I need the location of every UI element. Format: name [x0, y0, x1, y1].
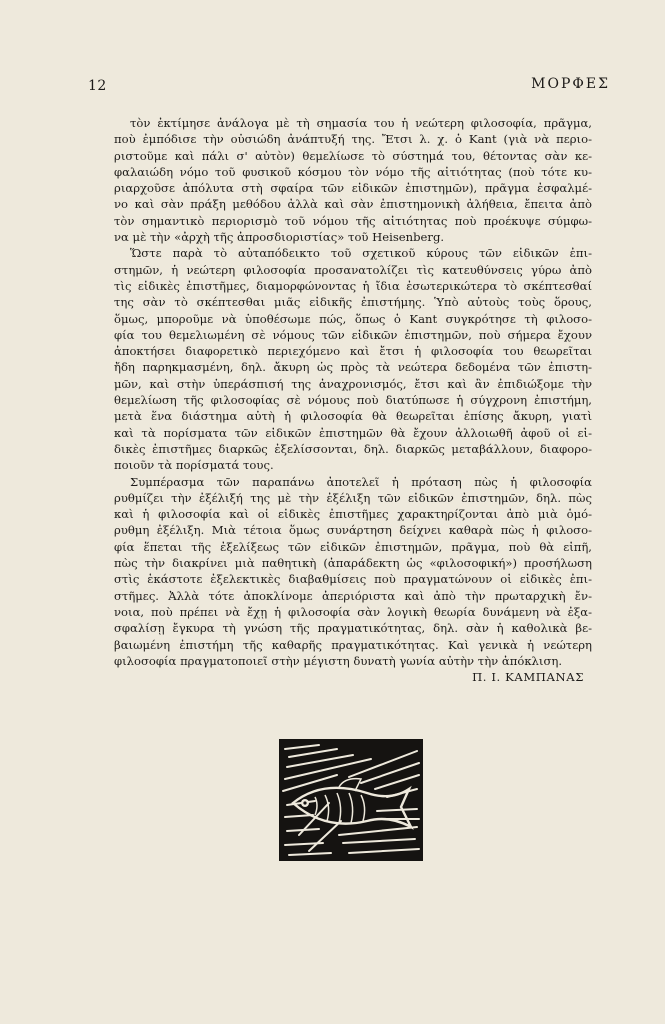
text-line: ποὺ ἐμπόδισε τὴν οὐσιώδη ἀνάπτυξή της. Ἔτσι λ. χ. ὁ Kant (γιὰ νὰ περιο- [114, 132, 592, 147]
text-line: ἀποκτήσει διαφορετικὸ περιεχόμενο καὶ ἔτσι ἡ φιλοσοφία του θεωρεῖται [114, 344, 592, 359]
text-line: τὶς εἰδικὲς ἐπιστῆμες, διαμορφώνοντας ἡ ἴδια ἐσωτερικώτερα τὸ σκέπτεσθαί [114, 278, 592, 293]
text-line: νοια, ποὺ πρέπει νὰ ἔχῃ ἡ φιλοσοφία σὰν λογικὴ θεωρία δυνάμενη νὰ ἐξα- [114, 604, 592, 619]
text-line: Συμπέρασμα τῶν παραπάνω ἀποτελεῖ ἡ πρόταση πὼς ἡ φιλοσοφία [130, 474, 592, 489]
text-line: ἤδη παρηκμασμένη, δηλ. ἄκυρη ὡς πρὸς τὰ νεώτερα δεδομένα τῶν ἐπιστη- [114, 360, 592, 375]
text-line: ρυθμίζει τὴν ἐξέλιξή της μὲ τὴν ἐξέλιξη τῶν εἰδικῶν ἐπιστημῶν, δηλ. πὼς [114, 490, 592, 505]
text-line: φία ἕπεται τῆς ἐξελίξεως τῶν εἰδικῶν ἐπιστημῶν, πρᾶγμα, ποὺ θὰ εἰπῆ, [114, 539, 592, 554]
text-line: ποιοῦν τὰ πορίσματά τους. [114, 458, 274, 473]
text-line: να μὲ τὴν «ἀρχὴ τῆς ἀπροσδιοριστίας» τοῦ Heisenberg. [114, 230, 445, 245]
text-line: τὸν σημαντικὸ περιορισμὸ τοῦ νόμου τῆς αἰτιότητας ποὺ προέκυψε σύμφω- [114, 213, 592, 228]
text-line: καὶ τὰ πορίσματα τῶν εἰδικῶν ἐπιστημῶν θὰ ἔχουν ἀλλοιωθῆ ἀφοῦ οἱ εἰ- [114, 425, 592, 440]
text-line: δικὲς ἐπιστῆμες διαρκῶς ἐξελίσσονται, δηλ. διαρκῶς μεταβάλλουν, διαφορο- [114, 441, 592, 456]
text-line: στῆμες. Ἀλλὰ τότε ἀποκλίνομε ἀπεριόριστα καὶ ἀπὸ τὴν πρωταρχικὴ ἔν- [114, 588, 592, 603]
paragraph-1 [114, 115, 592, 245]
text-line: μῶν, καὶ στὴν ὑπεράσπισή της ἀναχρονισμός, ἔτσι καὶ ἂν ἐπιδιώξομε τὴν [114, 376, 592, 391]
text-line: νο καὶ σὰν πράξη μεθόδου ἀλλὰ καὶ σὰν ἐπιστημονικὴ ἀλήθεια, ἔπειτα ἀπὸ [114, 197, 592, 212]
text-line: βαιωμένη ἐπιστήμη τῆς καθαρῆς πραγματικότητας. Καὶ γενικὰ ἡ νεώτερη [114, 637, 592, 652]
paragraph-3 [114, 474, 592, 670]
text-line: φία του θεμελιωμένη σὲ νόμους τῶν εἰδικῶν ἐπιστημῶν, ποὺ σήμερα ἔχουν [114, 327, 592, 342]
text-line: φαλαιώδη νόμο τοῦ φυσικοῦ κόσμου τὸν νόμο τῆς αἰτιότητας (ποὺ τότε κυ- [114, 164, 592, 179]
text-line: ρυθμη ἐξέλιξη. Μιὰ τέτοια ὅμως συνάρτηση δείχνει καθαρὰ πὼς ἡ φιλοσο- [114, 523, 592, 538]
text-line: ριστοῦμε καὶ πάλι σ' αὐτὸν) θεμελίωσε τὸ σύστημά του, θέτοντας σὰν κε- [114, 148, 592, 163]
text-line: θεμελίωση τῆς φιλοσοφίας σὲ νόμους ποὺ διατύπωσε ἡ σύγχρονη ἐπιστήμη, [114, 393, 592, 408]
text-line: Ὥστε παρὰ τὸ αὐταπόδεικτο τοῦ σχετικοῦ κύρους τῶν εἰδικῶν ἐπι- [130, 246, 592, 261]
text-line: στὶς ἑκάστοτε ἐξελεκτικὲς διαβαθμίσεις ποὺ πραγματώνουν οἱ εἰδικὲς ἐπι- [114, 572, 592, 587]
fish-woodcut-icon [279, 739, 423, 861]
journal-title: ΜΟΡΦΕΣ [531, 76, 610, 92]
article-body [114, 115, 592, 685]
text-line: μετὰ ἕνα διάστημα αὐτὴ ἡ φιλοσοφία θὰ θεωρεῖται ἐπίσης ἄκυρη, γιατὶ [114, 409, 592, 424]
text-line: καὶ ἡ φιλοσοφία καὶ οἱ εἰδικὲς ἐπιστῆμες χαρακτηρίζονται ἀπὸ μιὰ ὁμό- [114, 507, 592, 522]
text-line: τὸν ἐκτίμησε ἀνάλογα μὲ τὴ σημασία του ἡ νεώτερη φιλοσοφία, πρᾶγμα, [130, 116, 592, 130]
paragraph-2 [114, 245, 592, 473]
author-signature: Π. Ι. ΚΑΜΠΑΝΑΣ [472, 670, 584, 685]
text-line: φιλοσοφία πραγματοποιεῖ στὴν μέγιστη δυνατὴ γωνία αὐτὴν τὴν ἀπόκλιση. [114, 653, 563, 668]
text-line: της σὰν τὸ σκέπτεσθαι μιᾶς εἰδικῆς ἐπιστήμης. Ὑπὸ αὐτοὺς τοὺς ὅρους, [114, 295, 592, 310]
text-line: σφαλίσῃ ἔγκυρα τὴ γνώση τῆς πραγματικότητας, δηλ. σὰν ἡ καθολικὰ βε- [114, 621, 592, 636]
text-line: στημῶν, ἡ νεώτερη φιλοσοφία προσανατολίζει τὶς κατευθύνσεις γύρω ἀπὸ [114, 262, 592, 277]
page-number: 12 [88, 78, 107, 94]
text-line: ριαρχοῦσε ἀπόλυτα στὴ σφαίρα τῶν εἰδικῶν ἐπιστημῶν), πρᾶγμα ἐσφαλμέ- [114, 181, 592, 196]
text-line: ὅμως, μποροῦμε νὰ ὑποθέσωμε πώς, ὅπως ὁ Kant συγκρότησε τὴ φιλοσο- [114, 311, 592, 326]
text-line: πὼς τὴν διακρίνει μιὰ παθητικὴ (ἀπαράδεκτη ὡς «φιλοσοφική») προσήλωση [114, 556, 592, 571]
